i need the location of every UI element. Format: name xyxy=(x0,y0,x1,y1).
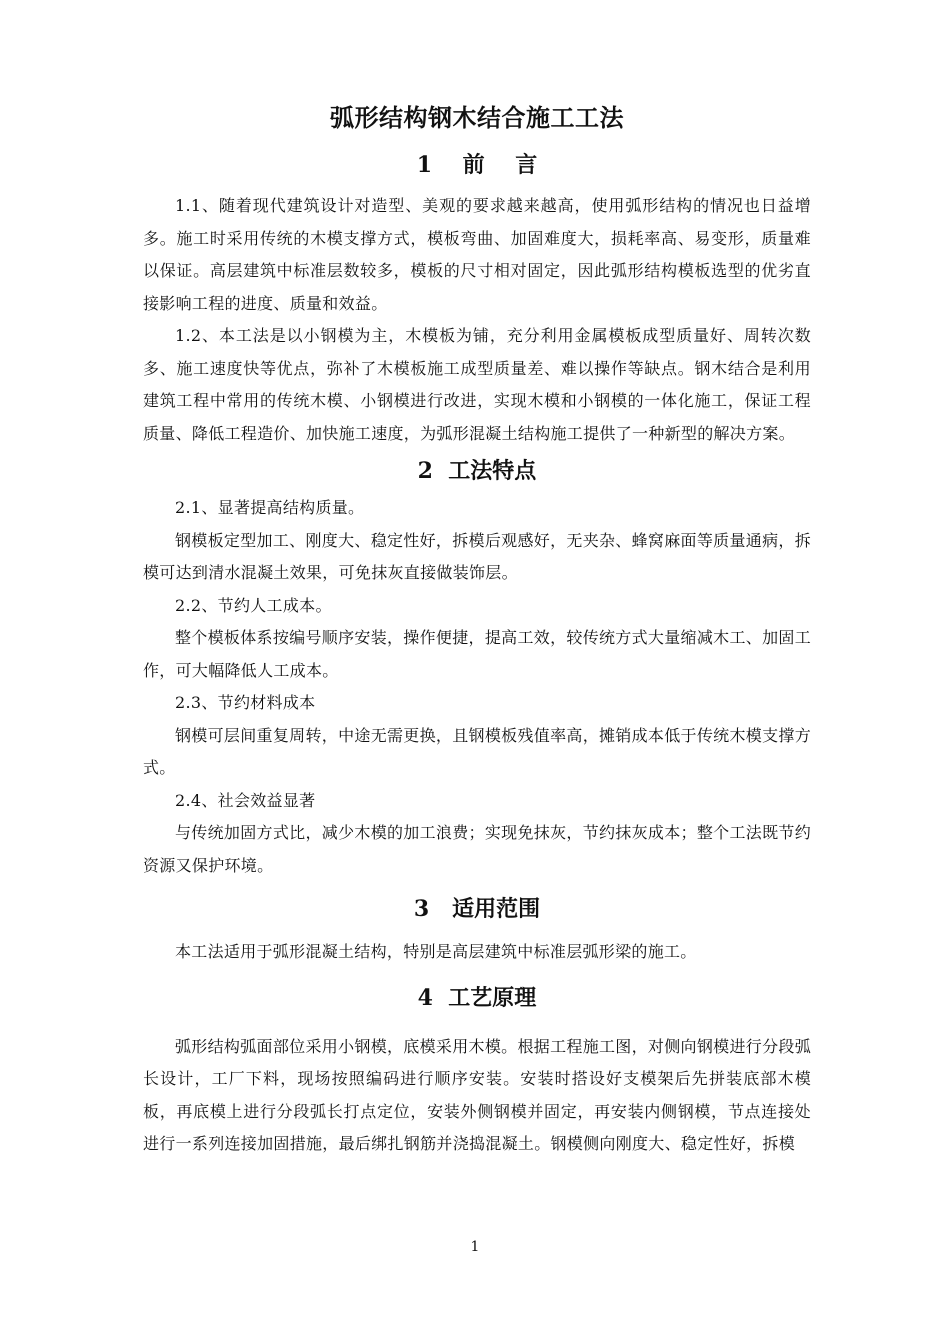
paragraph: 本工法适用于弧形混凝土结构，特别是高层建筑中标准层弧形梁的施工。 xyxy=(175,942,697,961)
paragraph: 2.2、节约人工成本。 xyxy=(175,595,332,615)
paragraph: 整个模板体系按编号顺序安装，操作便捷，提高工效，较传统方式大量缩减木工、加固工作，可大幅降低人工成本。 xyxy=(143,628,811,680)
section-heading-principle: 4 工艺原理 xyxy=(417,984,537,1011)
spacer xyxy=(143,969,811,977)
section-heading-preface: 1 前 言 xyxy=(416,152,538,178)
paragraph: 2.4、社会效益显著 xyxy=(175,790,316,810)
paragraph: 2.3、节约材料成本 xyxy=(175,693,316,712)
document-title: 弧形结构钢木结合施工工法 xyxy=(330,103,624,132)
paragraph: 弧形结构弧面部位采用小钢模，底模采用木模。根据工程施工图，对侧向钢模进行分段弧长设计，工厂下料，现场按照编码进行顺序安装。安装时搭设好支模架后先拼装底部木模板，再底模上进行分段弧长打点定位，安装外侧钢模并固定，再安装内侧钢模，节点连接处进行一系列连接加固措施，最后绑扎钢筋并浇捣混凝土。钢模侧向刚度大、稳定性好，拆模 xyxy=(143,1036,811,1153)
paragraph: 钢模板定型加工、刚度大、稳定性好，拆模后观感好，无夹杂、蜂窝麻面等质量通病，拆模可达到清水混凝土效果，可免抹灰直接做装饰层。 xyxy=(143,530,811,582)
page-number: 1 xyxy=(470,1239,480,1255)
section-heading-features: 2 工法特点 xyxy=(417,458,537,484)
paragraph: 1.2、本工法是以小钢模为主，木模板为铺，充分利用金属模板成型质量好、周转次数多、施工速度快等优点，弥补了木模板施工成型质量差、难以操作等缺点。钢木结合是利用建筑工程中常用的传统木模、小钢模进行改进，实现木模和小钢模的一体化施工，保证工程质量、降低工程造价、加快施工速度，为弧形混凝土结构施工提供了一种新型的解决方案。 xyxy=(143,326,811,443)
document-body xyxy=(143,96,811,1161)
paragraph: 2.1、显著提高结构质量。 xyxy=(175,498,365,517)
section-heading-scope: 3 适用范围 xyxy=(413,896,541,922)
spacer xyxy=(143,1019,811,1031)
paragraph: 钢模可层间重复周转，中途无需更换，且钢模板残值率高，摊销成本低于传统木模支撑方式。 xyxy=(143,725,811,777)
paragraph: 1.1、随着现代建筑设计对造型、美观的要求越来越高，使用弧形结构的情况也日益增多。施工时采用传统的木模支撑方式，模板弯曲、加固难度大，损耗率高、易变形，质量难以保证。高层建筑中标准层数较多，模板的尺寸相对固定，因此弧形结构模板选型的优劣直接影响工程的进度、质量和效益。 xyxy=(143,196,811,313)
paragraph: 与传统加固方式比，减少木模的加工浪费；实现免抹灰，节约抹灰成本；整个工法既节约资源又保护环境。 xyxy=(143,823,811,875)
